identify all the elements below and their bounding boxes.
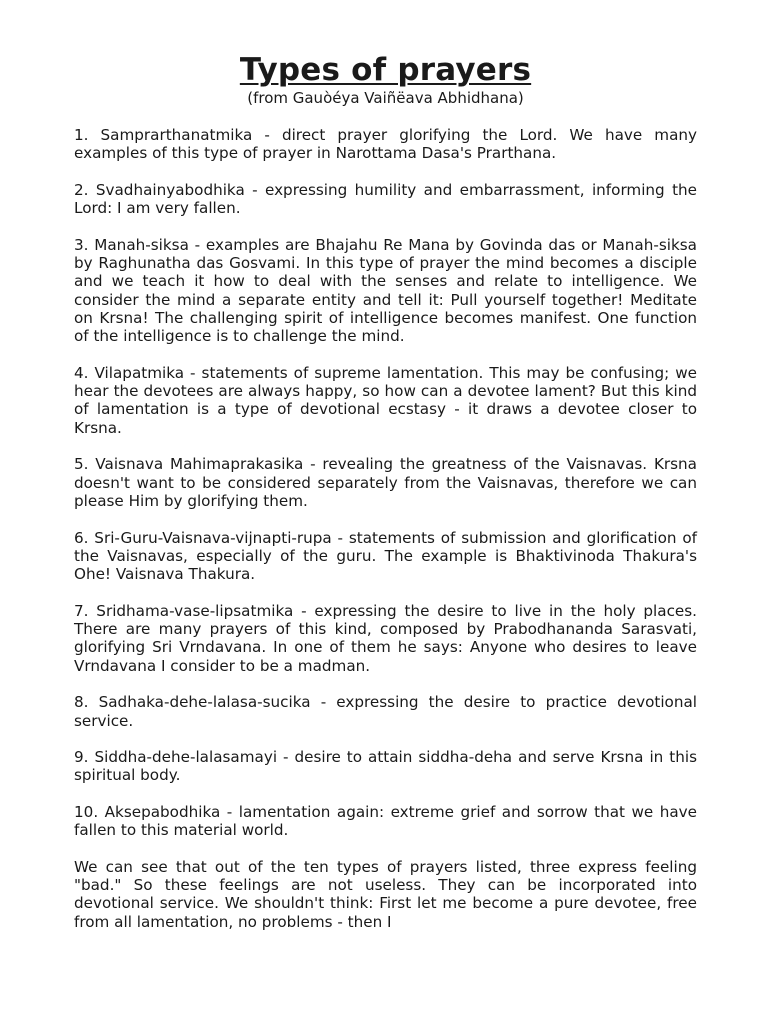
paragraph-2: 2. Svadhainyabodhika - expressing humility and embarrassment, informing the Lord: I am very fallen. xyxy=(74,180,697,218)
paragraph-4: 4. Vilapatmika - statements of supreme lamentation. This may be confusing; we hear the devotees are always happy, so how can a devotee lament? But this kind of lamentation is a type of devotional ecstasy - it draws a devotee closer to Krsna. xyxy=(74,363,697,437)
page-subtitle: (from Gauòéya Vaiñëava Abhidhana) xyxy=(247,89,524,107)
paragraph-9: 9. Siddha-dehe-lalasamayi - desire to attain siddha-deha and serve Krsna in this spiritual body. xyxy=(74,748,697,785)
paragraph-conclusion: We can see that out of the ten types of prayers listed, three express feeling "bad." So these feelings are not useless. They can be incorporated into devotional service. We shouldn't think: First let me become a pure devotee, free from all lamentation, no problems - then I xyxy=(74,857,697,931)
paragraph-6: 6. Sri-Guru-Vaisnava-vijnapti-rupa - statements of submission and glorification of the Vaisnavas, especially of the guru. The example is Bhaktivinoda Thakura's Ohe! Vaisnava Thakura. xyxy=(74,528,697,584)
paragraph-5: 5. Vaisnava Mahimaprakasika - revealing the greatness of the Vaisnavas. Krsna doesn't want to be considered separately from the Vaisnavas, therefore we can please Him by glorifying them. xyxy=(74,455,697,510)
paragraph-10: 10. Aksepabodhika - lamentation again: extreme grief and sorrow that we have fallen to this material world. xyxy=(74,802,697,840)
page-title: Types of prayers xyxy=(239,52,532,88)
paragraph-8: 8. Sadhaka-dehe-lalasa-sucika - expressing the desire to practice devotional service. xyxy=(74,693,697,730)
paragraph-7: 7. Sridhama-vase-lipsatmika - expressing the desire to live in the holy places. There are many prayers of this kind, composed by Prabodhananda Sarasvati, glorifying Sri Vrndavana. In one of them he says: Anyone who desires to leave Vrndavana I consider to be a madman. xyxy=(74,601,697,675)
paragraph-3: 3. Manah-siksa - examples are Bhajahu Re Mana by Govinda das or Manah-siksa by Raghunatha das Gosvami. In this type of prayer the mind becomes a disciple and we teach it how to deal with the senses and relate to intelligence. We consider the mind a separate entity and tell it: Pull yourself together! Meditate on Krsna! The challenging spirit of intelligence becomes manifest. One function of the intelligence is to challenge the mind. xyxy=(74,235,697,346)
document-page xyxy=(74,52,697,949)
paragraph-1: 1. Samprarthanatmika - direct prayer glorifying the Lord. We have many examples of this type of prayer in Narottama Dasa's Prarthana. xyxy=(74,126,697,163)
